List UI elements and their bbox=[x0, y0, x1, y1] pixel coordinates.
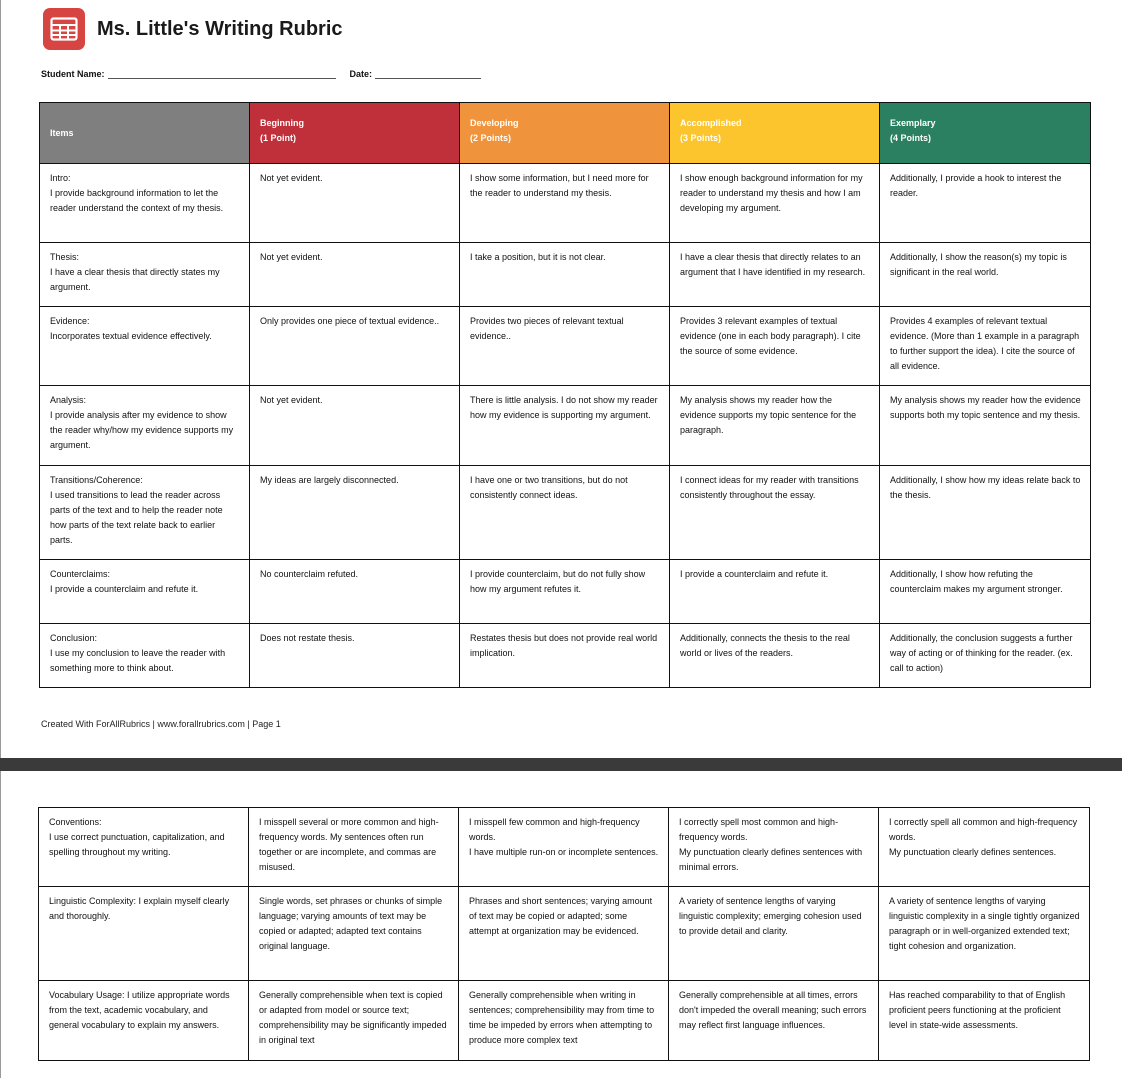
student-name-label: Student Name: bbox=[41, 69, 105, 79]
col-header-exemplary: Exemplary (4 Points) bbox=[880, 103, 1091, 164]
item-cell: Conclusion: I use my conclusion to leave the reader with something more to think about. bbox=[40, 624, 250, 688]
exemplary-cell[interactable]: Additionally, I provide a hook to interest the reader. bbox=[880, 164, 1091, 243]
accomplished-cell[interactable]: I correctly spell most common and high-frequency words. My punctuation clearly defines sentences with minimal errors. bbox=[669, 808, 879, 887]
beginning-cell[interactable]: Single words, set phrases or chunks of simple language; varying amounts of text may be copied or adapted; adapted text contains original language. bbox=[249, 887, 459, 981]
beginning-cell[interactable]: My ideas are largely disconnected. bbox=[250, 466, 460, 560]
developing-cell[interactable]: I have one or two transitions, but do not consistently connect ideas. bbox=[460, 466, 670, 560]
accomplished-cell[interactable]: I have a clear thesis that directly relates to an argument that I have identified in my research. bbox=[670, 243, 880, 307]
exemplary-cell[interactable]: Provides 4 examples of relevant textual evidence. (More than 1 example in a paragraph to further support the idea). I cite the source of all evidence. bbox=[880, 307, 1091, 386]
rubric-table-continued bbox=[38, 807, 1090, 1061]
exemplary-cell[interactable]: A variety of sentence lengths of varying linguistic complexity in a single tightly organized paragraph or in well-organized extended text; tight cohesion and organization. bbox=[879, 887, 1090, 981]
page-title: Ms. Little's Writing Rubric bbox=[97, 17, 343, 40]
page-separator bbox=[0, 758, 1122, 771]
rubric-row-transitions bbox=[40, 466, 1091, 560]
rubric-row-vocabulary-usage bbox=[39, 981, 1090, 1061]
rubric-row-thesis bbox=[40, 243, 1091, 307]
header-row bbox=[40, 103, 1091, 164]
exemplary-cell[interactable]: I correctly spell all common and high-frequency words. My punctuation clearly defines sentences. bbox=[879, 808, 1090, 887]
rubric-row-conclusion bbox=[40, 624, 1091, 688]
student-info-fields bbox=[41, 69, 481, 79]
col-header-items: Items bbox=[40, 103, 250, 164]
date-line[interactable] bbox=[375, 69, 481, 79]
developing-cell[interactable]: Generally comprehensible when writing in sentences; comprehensibility may from time to time be impeded by errors when attempting to produce more complex text bbox=[459, 981, 669, 1061]
item-cell: Linguistic Complexity: I explain myself clearly and thoroughly. bbox=[39, 887, 249, 981]
developing-cell[interactable]: I take a position, but it is not clear. bbox=[460, 243, 670, 307]
accomplished-cell[interactable]: My analysis shows my reader how the evidence supports my topic sentence for the paragraph. bbox=[670, 386, 880, 466]
beginning-cell[interactable]: Not yet evident. bbox=[250, 164, 460, 243]
item-cell: Evidence: Incorporates textual evidence effectively. bbox=[40, 307, 250, 386]
rubric-row-analysis bbox=[40, 386, 1091, 466]
col-header-accomplished: Accomplished (3 Points) bbox=[670, 103, 880, 164]
developing-cell[interactable]: There is little analysis. I do not show my reader how my evidence is supporting my argument. bbox=[460, 386, 670, 466]
rubric-row-evidence bbox=[40, 307, 1091, 386]
accomplished-cell[interactable]: Provides 3 relevant examples of textual evidence (one in each body paragraph). I cite the source of some evidence. bbox=[670, 307, 880, 386]
accomplished-cell[interactable]: I provide a counterclaim and refute it. bbox=[670, 560, 880, 624]
item-cell: Counterclaims: I provide a counterclaim and refute it. bbox=[40, 560, 250, 624]
rubric-header bbox=[43, 8, 343, 50]
item-cell: Intro: I provide background information to let the reader understand the context of my thesis. bbox=[40, 164, 250, 243]
page-footer: Created With ForAllRubrics | www.forallrubrics.com | Page 1 bbox=[41, 719, 281, 729]
item-cell: Analysis: I provide analysis after my evidence to show the reader why/how my evidence supports my argument. bbox=[40, 386, 250, 466]
developing-cell[interactable]: Phrases and short sentences; varying amount of text may be copied or adapted; some attempt at organization may be evidenced. bbox=[459, 887, 669, 981]
rubric-row-linguistic-complexity bbox=[39, 887, 1090, 981]
beginning-cell[interactable]: Generally comprehensible when text is copied or adapted from model or source text; comprehensibility may be significantly impeded in original text bbox=[249, 981, 459, 1061]
beginning-cell[interactable]: Does not restate thesis. bbox=[250, 624, 460, 688]
item-cell: Vocabulary Usage: I utilize appropriate words from the text, academic vocabulary, and general vocabulary to explain my answers. bbox=[39, 981, 249, 1061]
developing-cell[interactable]: I misspell few common and high-frequency words. I have multiple run-on or incomplete sentences. bbox=[459, 808, 669, 887]
accomplished-cell[interactable]: Additionally, connects the thesis to the real world or lives of the readers. bbox=[670, 624, 880, 688]
accomplished-cell[interactable]: I show enough background information for my reader to understand my thesis and how I am developing my argument. bbox=[670, 164, 880, 243]
beginning-cell[interactable]: Not yet evident. bbox=[250, 243, 460, 307]
rubric-row-counterclaims bbox=[40, 560, 1091, 624]
beginning-cell[interactable]: No counterclaim refuted. bbox=[250, 560, 460, 624]
developing-cell[interactable]: Restates thesis but does not provide real world implication. bbox=[460, 624, 670, 688]
exemplary-cell[interactable]: Additionally, I show the reason(s) my topic is significant in the real world. bbox=[880, 243, 1091, 307]
col-header-developing: Developing (2 Points) bbox=[460, 103, 670, 164]
rubric-table bbox=[39, 102, 1091, 688]
rubric-row-intro bbox=[40, 164, 1091, 243]
exemplary-cell[interactable]: Has reached comparability to that of English proficient peers functioning at the proficient level in state-wide assessments. bbox=[879, 981, 1090, 1061]
table-grid-icon bbox=[43, 8, 85, 50]
exemplary-cell[interactable]: Additionally, I show how refuting the counterclaim makes my argument stronger. bbox=[880, 560, 1091, 624]
developing-cell[interactable]: I provide counterclaim, but do not fully show how my argument refutes it. bbox=[460, 560, 670, 624]
accomplished-cell[interactable]: I connect ideas for my reader with transitions consistently throughout the essay. bbox=[670, 466, 880, 560]
item-cell: Thesis: I have a clear thesis that directly states my argument. bbox=[40, 243, 250, 307]
beginning-cell[interactable]: I misspell several or more common and high-frequency words. My sentences often run together or are incomplete, and commas are misused. bbox=[249, 808, 459, 887]
exemplary-cell[interactable]: Additionally, I show how my ideas relate back to the thesis. bbox=[880, 466, 1091, 560]
col-header-beginning: Beginning (1 Point) bbox=[250, 103, 460, 164]
item-cell: Transitions/Coherence: I used transitions to lead the reader across parts of the text and to help the reader note how parts of the text relate back to earlier parts. bbox=[40, 466, 250, 560]
date-label: Date: bbox=[349, 69, 373, 79]
student-name-line[interactable] bbox=[108, 69, 336, 79]
accomplished-cell[interactable]: Generally comprehensible at all times, errors don't impeded the overall meaning; such errors may reflect first language influences. bbox=[669, 981, 879, 1061]
beginning-cell[interactable]: Not yet evident. bbox=[250, 386, 460, 466]
exemplary-cell[interactable]: My analysis shows my reader how the evidence supports both my topic sentence and my thesis. bbox=[880, 386, 1091, 466]
rubric-row-conventions bbox=[39, 808, 1090, 887]
beginning-cell[interactable]: Only provides one piece of textual evidence.. bbox=[250, 307, 460, 386]
item-cell: Conventions: I use correct punctuation, capitalization, and spelling throughout my writing. bbox=[39, 808, 249, 887]
developing-cell[interactable]: I show some information, but I need more for the reader to understand my thesis. bbox=[460, 164, 670, 243]
exemplary-cell[interactable]: Additionally, the conclusion suggests a further way of acting or of thinking for the reader. (ex. call to action) bbox=[880, 624, 1091, 688]
accomplished-cell[interactable]: A variety of sentence lengths of varying linguistic complexity; emerging cohesion used to provide detail and clarity. bbox=[669, 887, 879, 981]
developing-cell[interactable]: Provides two pieces of relevant textual evidence.. bbox=[460, 307, 670, 386]
